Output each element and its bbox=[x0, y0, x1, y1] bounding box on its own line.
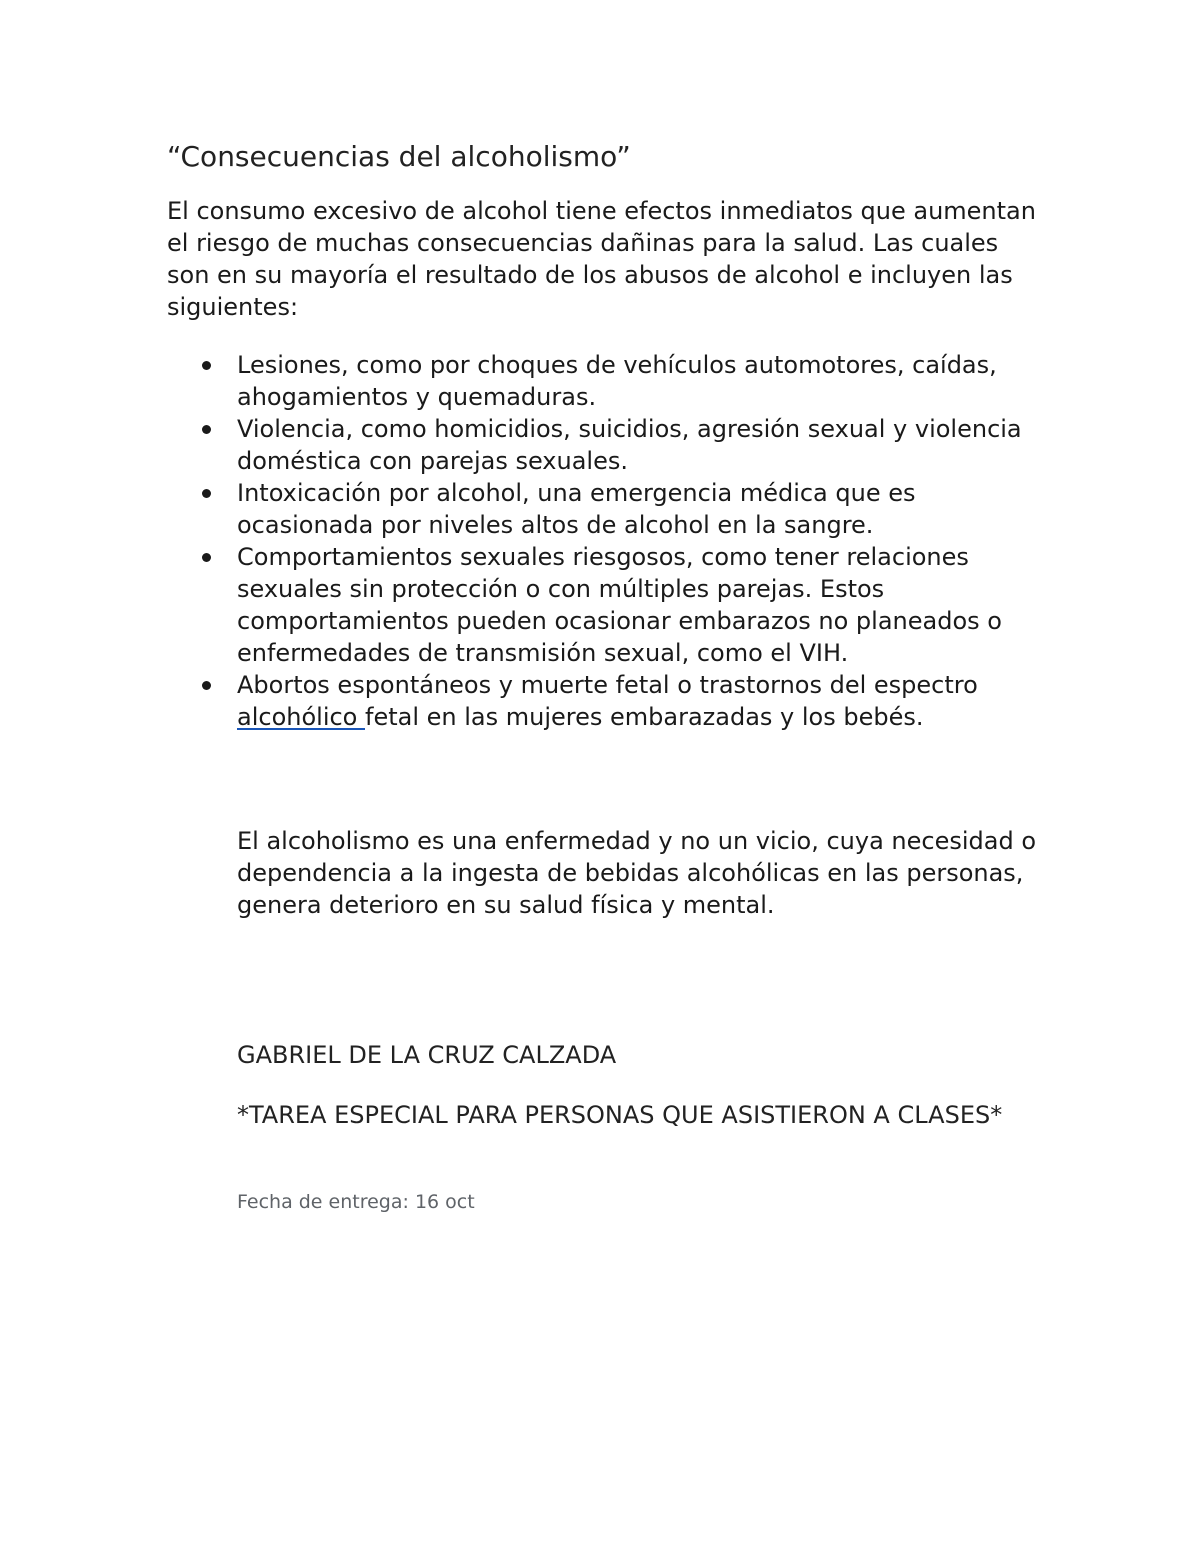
bullet-icon bbox=[202, 425, 211, 434]
list-item-text-before: Abortos espontáneos y muerte fetal o trastornos del espectro bbox=[237, 671, 978, 699]
list-item-text: Violencia, como homicidios, suicidios, agresión sexual y violencia doméstica con parejas sexuales. bbox=[237, 415, 1022, 475]
due-date: Fecha de entrega: 16 oct bbox=[237, 1191, 475, 1213]
list-item bbox=[237, 413, 1047, 477]
intro-paragraph: El consumo excesivo de alcohol tiene efectos inmediatos que aumentan el riesgo de muchas consecuencias dañinas para la salud. Las cuales son en su mayoría el resultado de los abusos de alcohol e incluyen las siguientes: bbox=[167, 197, 1036, 321]
list-item-text: Lesiones, como por choques de vehículos automotores, caídas, ahogamientos y quemaduras. bbox=[237, 351, 997, 411]
closing-paragraph: El alcoholismo es una enfermedad y no un vicio, cuya necesidad o dependencia a la ingesta de bebidas alcohólicas en las personas, genera deterioro en su salud física y mental. bbox=[237, 827, 1037, 919]
list-item bbox=[237, 477, 1047, 541]
bullet-icon bbox=[202, 361, 211, 370]
list-item-text: Intoxicación por alcohol, una emergencia médica que es ocasionada por niveles altos de alcohol en la sangre. bbox=[237, 479, 916, 539]
consequences-list bbox=[237, 349, 1047, 733]
task-label: *TAREA ESPECIAL PARA PERSONAS QUE ASISTIERON A CLASES* bbox=[237, 1101, 1003, 1129]
list-item bbox=[237, 669, 1047, 733]
list-item-text: Comportamientos sexuales riesgosos, como tener relaciones sexuales sin protección o con múltiples parejas. Estos comportamientos pueden ocasionar embarazos no planeados o enfermedades de transmisión sexual, como el VIH. bbox=[237, 543, 1002, 667]
bullet-icon bbox=[202, 553, 211, 562]
list-item bbox=[237, 349, 1047, 413]
list-item bbox=[237, 541, 1047, 669]
author-name: GABRIEL DE LA CRUZ CALZADA bbox=[237, 1041, 617, 1069]
bullet-icon bbox=[202, 489, 211, 498]
list-item-text-after: fetal en las mujeres embarazadas y los bebés. bbox=[365, 703, 924, 731]
underlined-term-link[interactable]: alcohólico bbox=[237, 703, 365, 731]
document-title: “Consecuencias del alcoholismo” bbox=[167, 140, 631, 173]
bullet-icon bbox=[202, 681, 211, 690]
